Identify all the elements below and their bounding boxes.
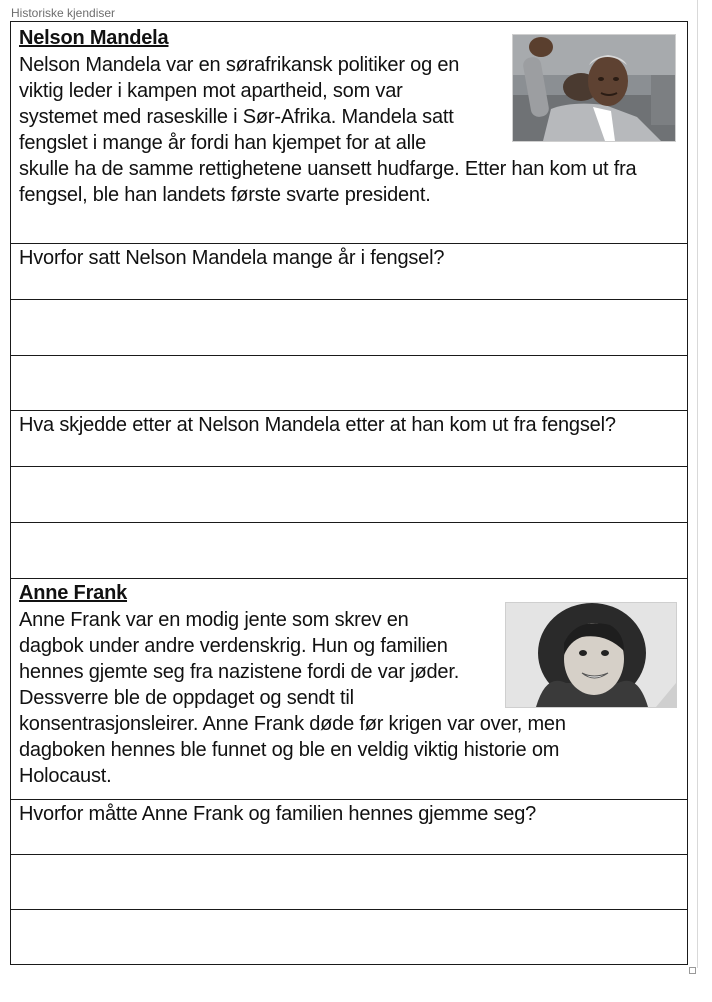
document-title: Historiske kjendiser — [11, 6, 116, 20]
answer-line[interactable] — [11, 467, 687, 523]
worksheet-table — [10, 21, 688, 965]
text-line: fengslet i mange år fordi han kjempet for at alle — [19, 132, 427, 154]
text-line: Dessverre ble de oppdaget og sendt til — [19, 687, 354, 709]
text-line: Holocaust. — [19, 765, 112, 787]
portrait-photo-mandela — [512, 34, 676, 142]
text-line: fengsel, ble han landets første svarte president. — [19, 184, 431, 206]
text-line: skulle ha de samme rettighetene uansett hudfarge. Etter han kom ut fra — [19, 158, 637, 180]
photo-image — [506, 603, 676, 707]
text-line: systemet med raseskille i Sør-Afrika. Mandela satt — [19, 106, 454, 128]
answer-line[interactable] — [11, 300, 687, 356]
answer-line[interactable] — [11, 855, 687, 910]
text-line: konsentrasjonsleirer. Anne Frank døde før krigen var over, men — [19, 713, 566, 735]
text-line: Anne Frank var en modig jente som skrev en — [19, 609, 409, 631]
text-line: dagboken hennes ble funnet og ble en veldig viktig historie om — [19, 739, 560, 761]
section-heading: Anne Frank — [19, 582, 128, 604]
photo-image — [513, 35, 675, 141]
question-text: Hva skjedde etter at Nelson Mandela etter at han kom ut fra fengsel? — [19, 414, 616, 436]
portrait-photo-frank — [505, 602, 677, 708]
question-text: Hvorfor satt Nelson Mandela mange år i fengsel? — [19, 247, 445, 269]
text-line: Nelson Mandela var en sørafrikansk politiker og en — [19, 54, 460, 76]
question-row — [11, 411, 687, 467]
question-row — [11, 800, 687, 855]
page-edge — [697, 0, 698, 968]
answer-line[interactable] — [11, 910, 687, 966]
text-line: viktig leder i kampen mot apartheid, som var — [19, 80, 403, 102]
answer-line[interactable] — [11, 523, 687, 579]
text-line: hennes gjemte seg fra nazistene fordi de var jøder. — [19, 661, 460, 683]
section-heading: Nelson Mandela — [19, 27, 169, 49]
question-text: Hvorfor måtte Anne Frank og familien hennes gjemme seg? — [19, 803, 537, 825]
question-row — [11, 244, 687, 300]
text-line: dagbok under andre verdenskrig. Hun og familien — [19, 635, 448, 657]
answer-line[interactable] — [11, 356, 687, 411]
info-block-mandela — [11, 22, 687, 244]
info-block-frank — [11, 579, 687, 800]
resize-handle-icon[interactable] — [689, 967, 696, 974]
